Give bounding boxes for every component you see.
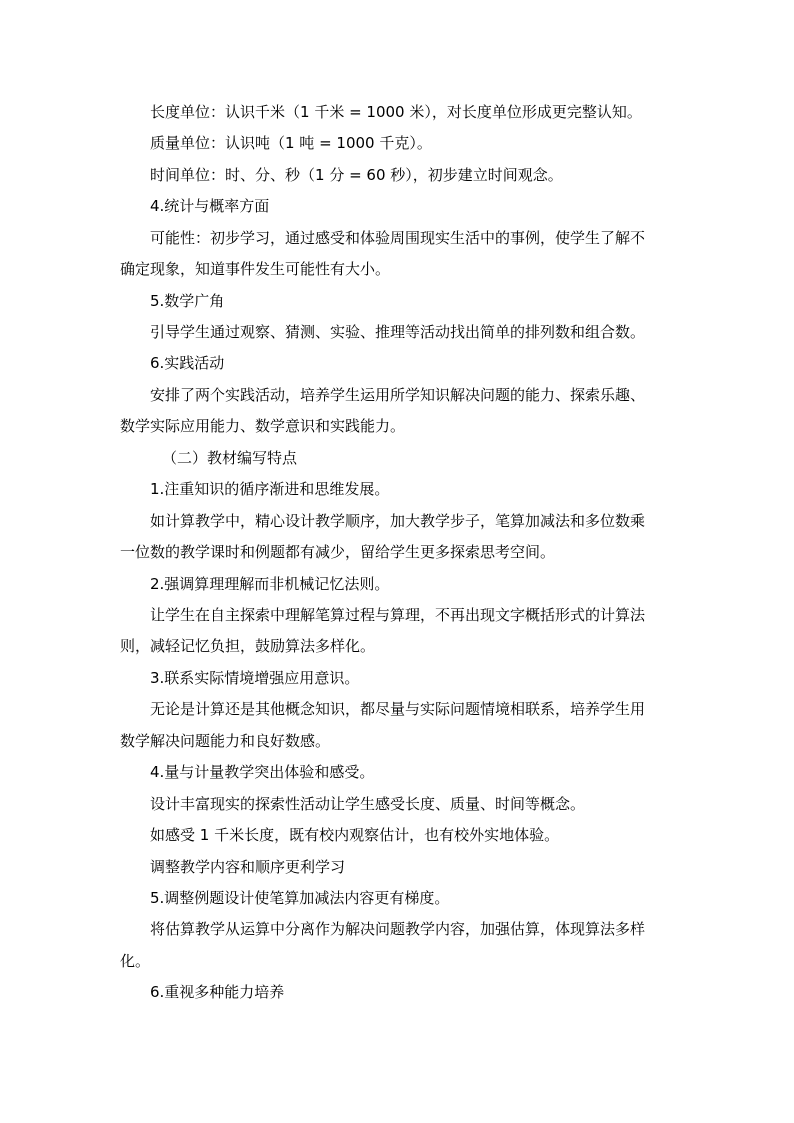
heading-feature-1: 1.注重知识的循序渐进和思维发展。 <box>150 480 390 498</box>
heading-feature-5: 5.调整例题设计使笔算加减法内容更有梯度。 <box>150 889 450 907</box>
paragraph-adjust-content: 调整教学内容和顺序更利学习 <box>150 858 346 876</box>
heading-math-corner: 5.数学广角 <box>150 292 225 310</box>
paragraph-math-corner: 引导学生通过观察、猜测、实验、推理等活动找出简单的排列数和组合数。 <box>150 323 646 341</box>
paragraph-feature-5-line1: 将估算教学从运算中分离作为解决问题教学内容，加强估算，体现算法多样 <box>150 920 646 938</box>
paragraph-feature-4-line1: 设计丰富现实的探索性活动让学生感受长度、质量、时间等概念。 <box>150 795 586 813</box>
heading-textbook-features: （二）教材编写特点 <box>162 449 298 467</box>
paragraph-mass-unit: 质量单位：认识吨（1 吨 = 1000 千克）。 <box>150 134 432 152</box>
paragraph-practice-line1: 安排了两个实践活动，培养学生运用所学知识解决问题的能力、探索乐趣、 <box>150 386 646 404</box>
paragraph-time-unit: 时间单位：时、分、秒（1 分 = 60 秒），初步建立时间观念。 <box>150 166 563 184</box>
heading-statistics-probability: 4.统计与概率方面 <box>150 197 270 215</box>
paragraph-feature-2-line1: 让学生在自主探索中理解笔算过程与算理，不再出现文字概括形式的计算法 <box>150 606 646 624</box>
heading-practice-activities: 6.实践活动 <box>150 354 225 372</box>
heading-feature-6: 6.重视多种能力培养 <box>150 983 285 1001</box>
heading-feature-3: 3.联系实际情境增强应用意识。 <box>150 669 360 687</box>
paragraph-length-unit: 长度单位：认识千米（1 千米 = 1000 米），对长度单位形成更完整认知。 <box>150 103 642 121</box>
paragraph-possibility-line1: 可能性：初步学习，通过感受和体验周围现实生活中的事例，使学生了解不 <box>150 229 646 247</box>
paragraph-possibility-line2: 确定现象，知道事件发生可能性有大小。 <box>120 260 391 278</box>
paragraph-feature-2-line2: 则，减轻记忆负担，鼓励算法多样化。 <box>120 637 376 655</box>
heading-feature-4: 4.量与计量教学突出体验和感受。 <box>150 763 375 781</box>
paragraph-practice-line2: 数学实际应用能力、数学意识和实践能力。 <box>120 417 406 435</box>
paragraph-feature-5-line2: 化。 <box>120 952 151 970</box>
heading-feature-2: 2.强调算理理解而非机械记忆法则。 <box>150 575 390 593</box>
paragraph-feature-3-line1: 无论是计算还是其他概念知识，都尽量与实际问题情境相联系，培养学生用 <box>150 700 646 718</box>
paragraph-feature-4-line2: 如感受 1 千米长度，既有校内观察估计，也有校外实地体验。 <box>150 826 560 844</box>
paragraph-feature-3-line2: 数学解决问题能力和良好数感。 <box>120 732 331 750</box>
paragraph-feature-1-line2: 一位数的教学课时和例题都有减少，留给学生更多探索思考空间。 <box>120 543 556 561</box>
paragraph-feature-1-line1: 如计算教学中，精心设计教学顺序，加大教学步子，笔算加减法和多位数乘 <box>150 512 646 530</box>
